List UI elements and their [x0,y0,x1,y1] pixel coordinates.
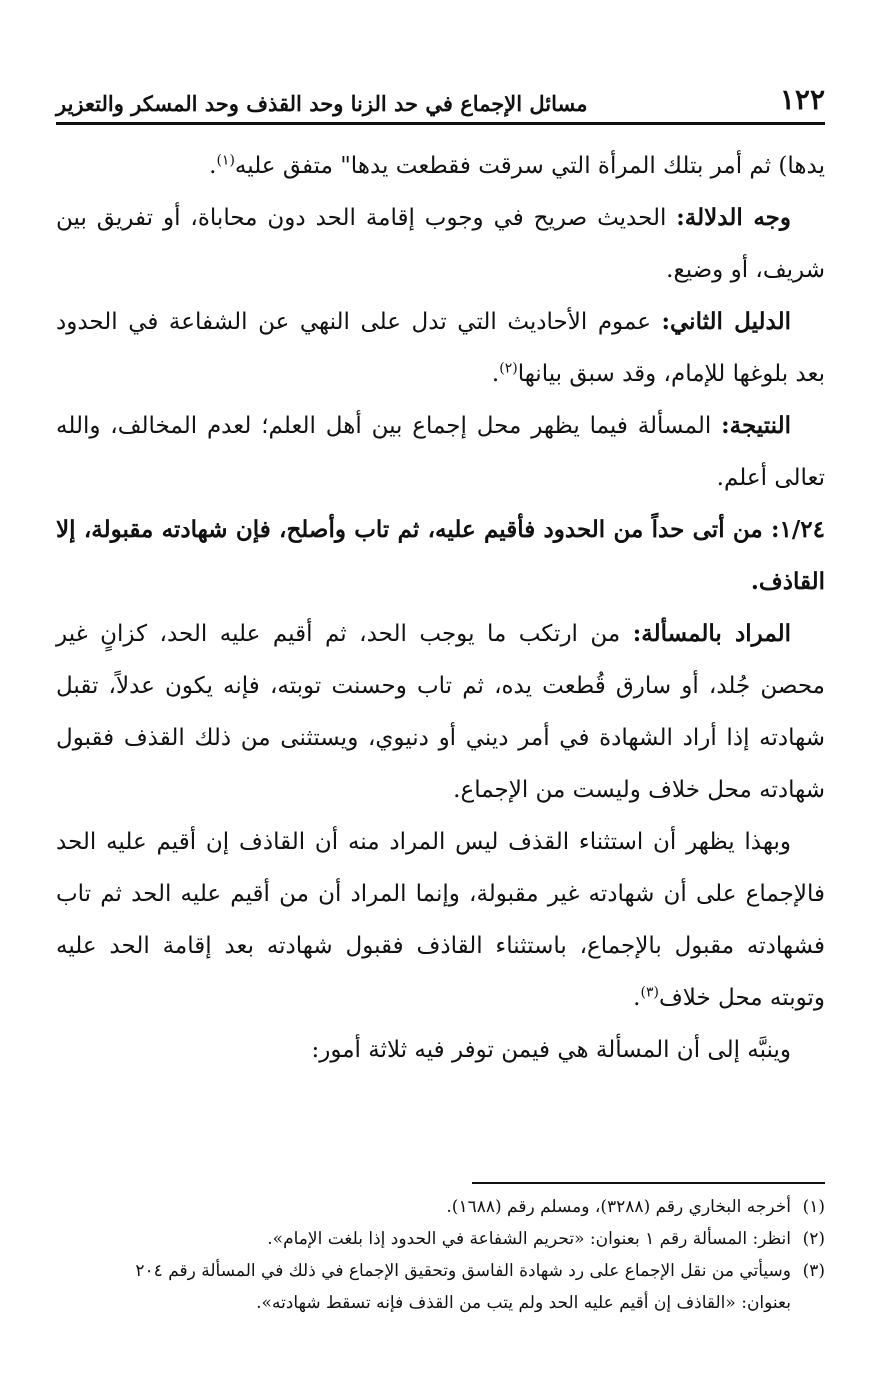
paragraph-text: يدها) ثم أمر بتلك المرأة التي سرقت فقطعت يدها" متفق عليه [234,153,825,179]
paragraph-text: الحديث صريح في وجوب إقامة الحد دون محاباة، أو تفريق بين شريف، أو وضيع. [56,205,825,283]
paragraph-second-evidence [56,296,825,400]
paragraph-text: وينبَّه إلى أن المسألة هي فيمن توفر فيه ثلاثة أمور: [311,1037,791,1063]
footnote-continuation: بعنوان: «القاذف إن أقيم عليه الحد ولم يتب من القذف فإنه تسقط شهادته». [256,1293,791,1313]
paragraph-text: وبهذا يظهر أن استثناء القذف ليس المراد منه أن القاذف إن أقيم عليه الحد فالإجماع على أن شهادته غير مقبولة، وإنما المراد أن من أقيم عليه الحد ثم تاب فشهادته مقبول بالإجماع، باستثناء القاذف فقبول شهادته بعد إقامة الحد عليه وتوبته محل خلاف [56,829,825,1011]
paragraph-lead: الدليل الثاني: [661,308,791,335]
paragraph-text: المسألة فيما يظهر محل إجماع بين أهل العلم؛ لعدم المخالف، والله تعالى أعلم. [56,413,825,491]
footnote [56,1224,825,1254]
footnote-text: انظر: المسألة رقم ١ بعنوان: «تحريم الشفاعة في الحدود إذا بلغت الإمام». [267,1229,791,1249]
paragraph-end: . [633,985,641,1011]
paragraph-end: . [491,361,500,387]
issue-heading: ١/٢٤: من أتى حداً من الحدود فأقيم عليه، ثم تاب وأصلح، فإن شهادته مقبولة، إلا القاذف. [56,516,825,595]
paragraph-lead: وجه الدلالة: [676,204,791,231]
paragraph-note [56,1024,825,1076]
paragraph-end: . [209,153,217,179]
paragraph-hadith-end [56,140,825,192]
footnote-number: (٢) [802,1229,825,1249]
paragraph-lead: النتيجة: [721,412,792,439]
footnotes [56,1192,825,1320]
page-number: ١٢٢ [779,83,825,116]
footnote [56,1192,825,1222]
footnote-separator [472,1182,825,1184]
main-text [56,140,825,1076]
footnote-ref[interactable]: (٢) [499,360,518,377]
running-title: مسائل الإجماع في حد الزنا وحد القذف وحد المسكر والتعزير [56,91,588,116]
footnote-text: أخرجه البخاري رقم (٣٢٨٨)، ومسلم رقم (١٦٨٨). [446,1197,791,1217]
footnote [56,1256,825,1286]
paragraph-lead: المراد بالمسألة: [632,620,792,647]
paragraph-evidence-point [56,192,825,296]
footnote-number: (٣) [802,1261,825,1281]
page-header [56,80,825,116]
paragraph-text: من ارتكب ما يوجب الحد، ثم أقيم عليه الحد، كزانٍ غير محصن جُلد، أو سارق قُطعت يده، ثم تاب وحسنت توبته، فإنه يكون عدلاً، تقبل شهادته إذا أراد الشهادة في أمر ديني أو دنيوي، ويستثنى من ذلك القذف فقبول شهادته محل خلاف وليست من الإجماع. [56,621,825,803]
footnote-text: وسيأتي من نقل الإجماع على رد شهادة الفاسق وتحقيق الإجماع في ذلك في المسألة رقم ٢٠٤ [135,1261,791,1281]
header-rule [56,122,825,125]
footnote-ref[interactable]: (١) [216,152,235,169]
footnote-ref[interactable]: (٣) [640,984,659,1001]
paragraph-clarification [56,816,825,1024]
paragraph-text: عموم الأحاديث التي تدل على النهي عن الشفاعة في الحدود بعد بلوغها للإمام، وقد سبق بيانها [56,309,825,387]
paragraph-result [56,400,825,504]
paragraph-issue-meaning [56,608,825,816]
footnote-number: (١) [802,1197,825,1217]
